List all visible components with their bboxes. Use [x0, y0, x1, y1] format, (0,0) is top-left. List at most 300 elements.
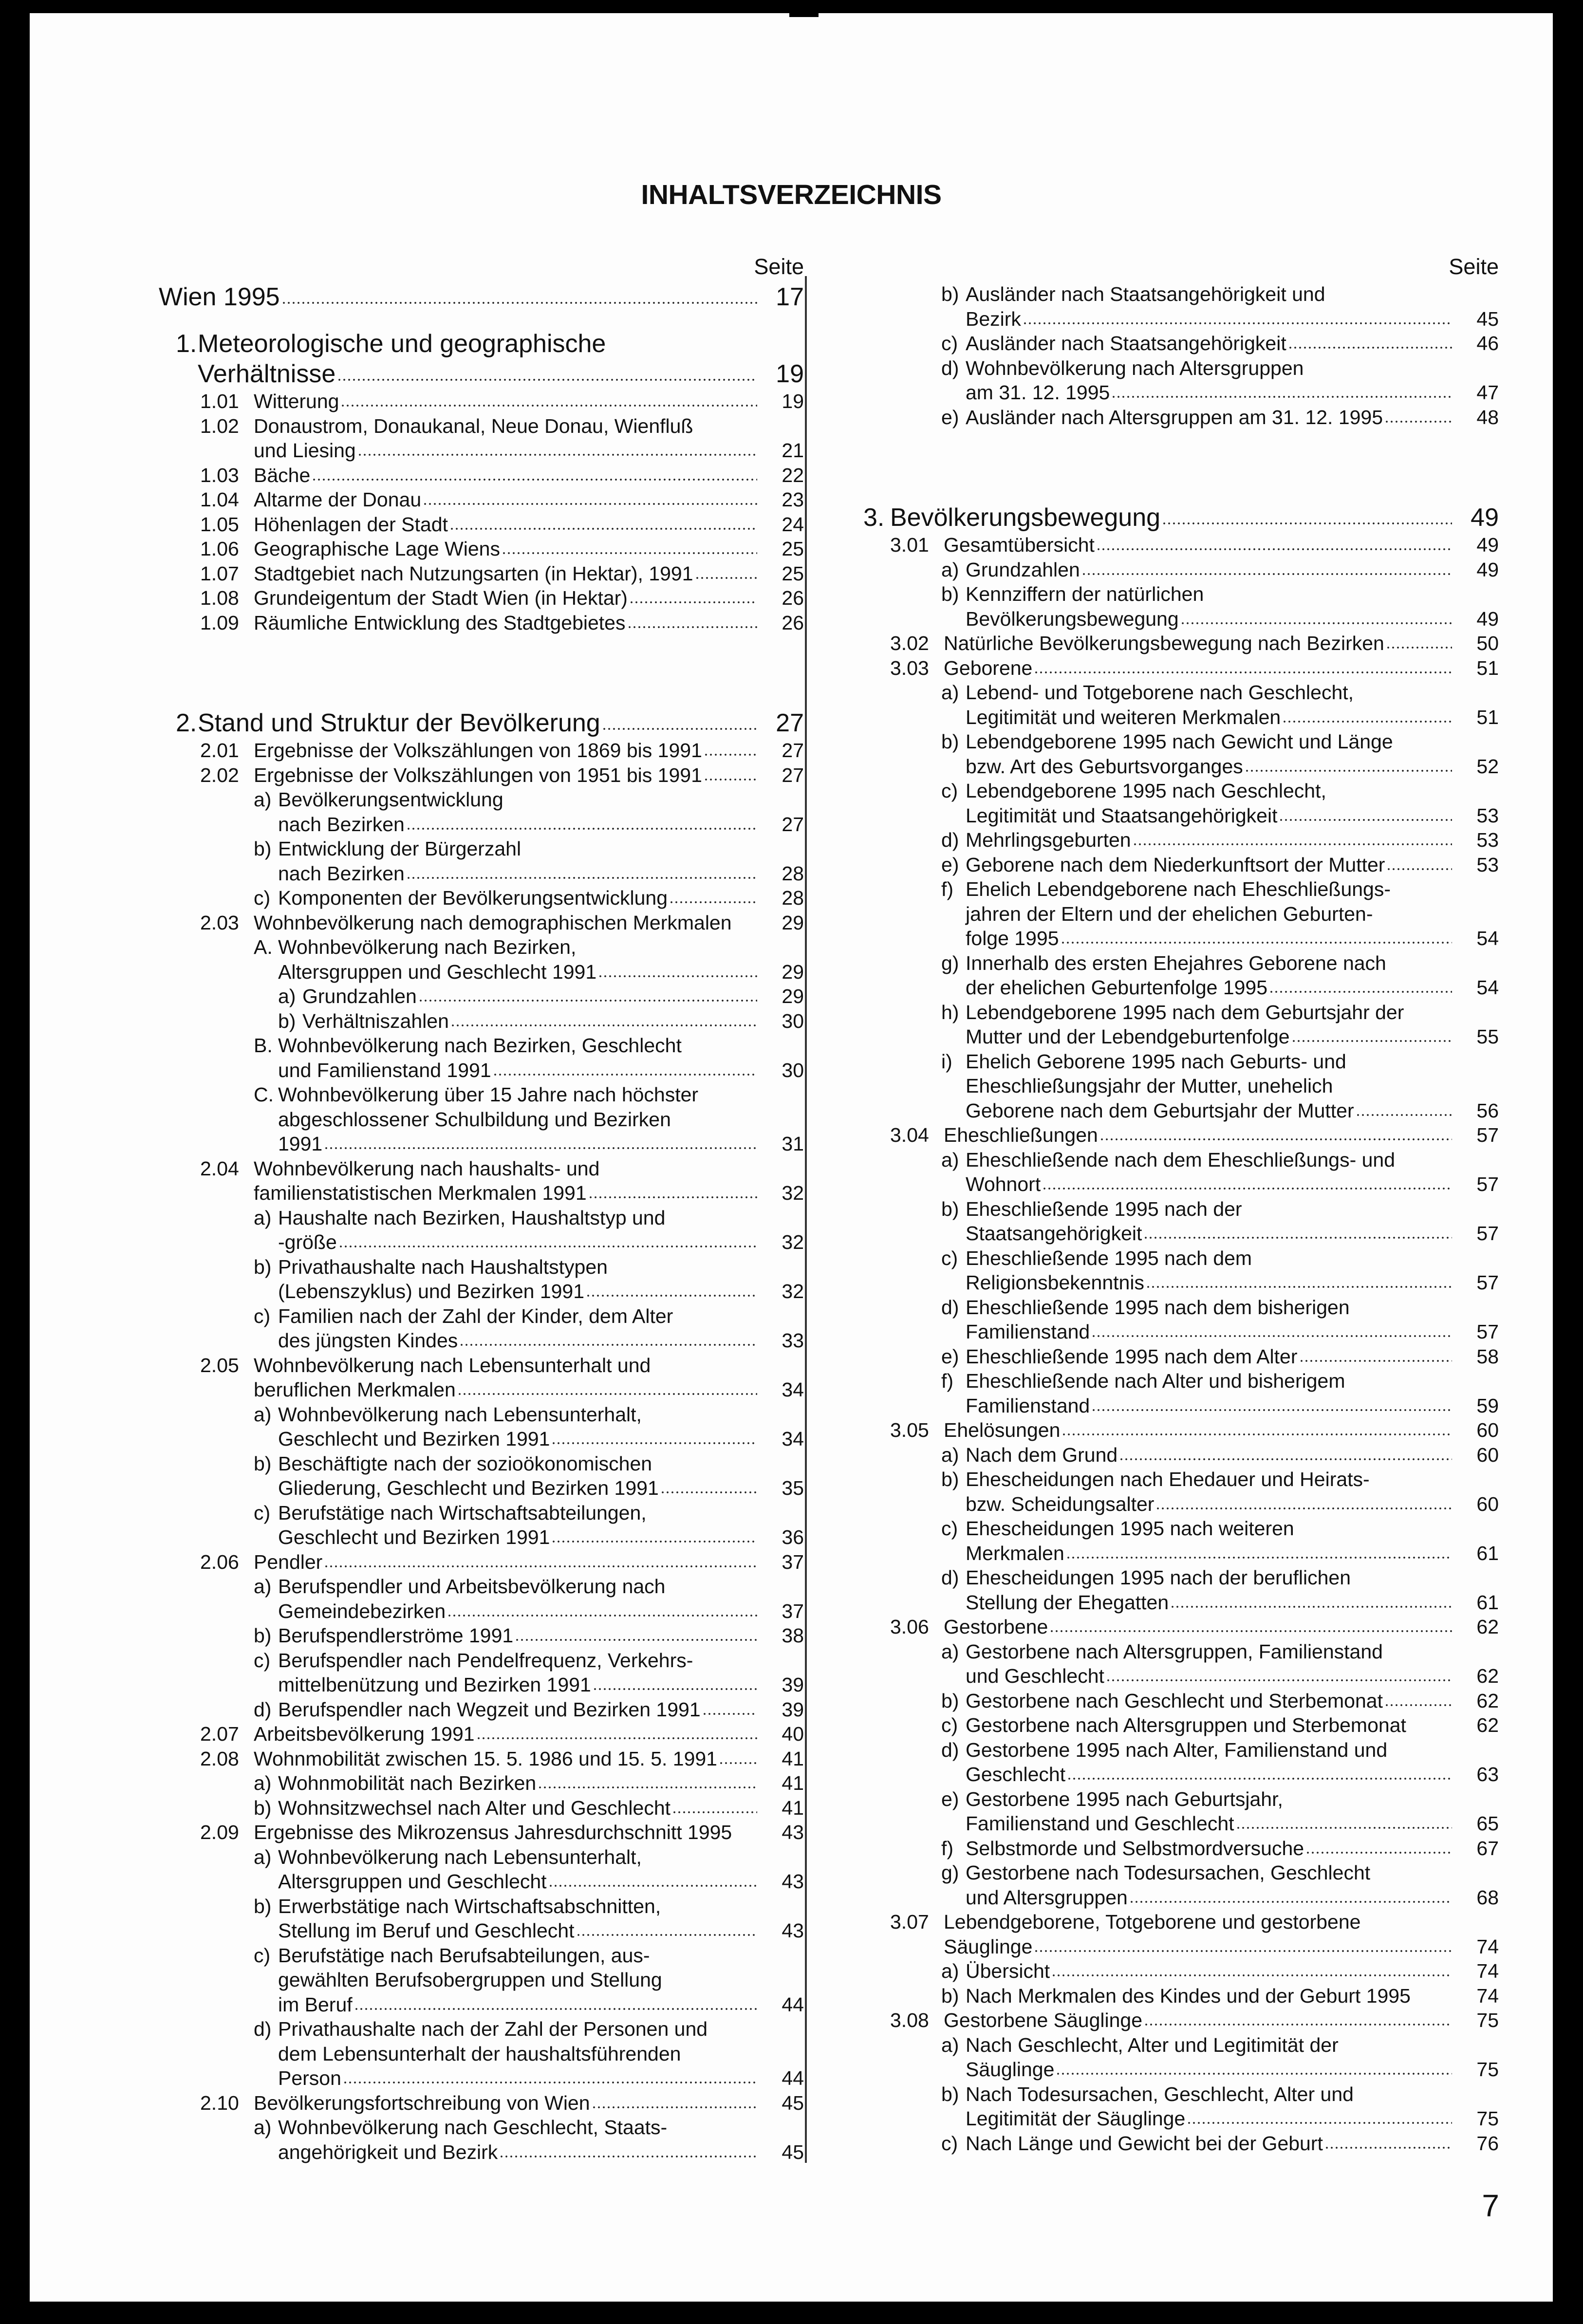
toc-entry[interactable] [159, 561, 804, 586]
dot-leader [588, 1195, 757, 1200]
entry-number: a) [254, 2116, 272, 2138]
entry-text: Nach Geschlecht, Alter und Legitimität der [966, 2033, 1339, 2056]
toc-entry[interactable] [159, 1820, 804, 1845]
entry-text: Ehescheidungen 1995 nach weiteren [966, 1517, 1294, 1540]
toc-entry[interactable] [863, 1615, 1499, 1639]
toc-entry[interactable] [863, 1197, 1499, 1246]
toc-entry[interactable] [159, 1255, 804, 1304]
toc-entry[interactable] [863, 1246, 1499, 1295]
entry-text: Stellung im Beruf und Geschlecht [278, 1919, 575, 1942]
page-ref: 58 [1476, 1345, 1499, 1368]
page-ref: 30 [782, 1059, 804, 1081]
toc-entry[interactable] [159, 1451, 804, 1501]
entry-text: Stellung der Ehegatten [966, 1591, 1169, 1614]
entry-text: Legitimität und weiteren Merkmalen [966, 706, 1281, 728]
dot-leader [1143, 1235, 1452, 1240]
entry-text: Wohnbevölkerung nach Lebensunterhalt und [254, 1354, 651, 1376]
toc-entry[interactable] [159, 1033, 804, 1082]
toc-entry[interactable] [863, 1959, 1499, 1984]
entry-text: Person [278, 2067, 341, 2089]
toc-entry[interactable] [159, 282, 804, 312]
entry-text: Wohnbevölkerung nach Altersgruppen [966, 356, 1304, 379]
entry-text: Meteorologische und geographische [198, 330, 606, 358]
entry-text: Familienstand und Geschlecht [966, 1812, 1234, 1835]
dot-leader [1096, 547, 1452, 552]
toc-entry[interactable] [159, 1747, 804, 1771]
entry-number: 3.06 [890, 1616, 929, 1638]
entry-number: e) [941, 853, 959, 876]
toc-entry[interactable] [159, 787, 804, 837]
spacer [159, 312, 804, 329]
entry-number: b) [941, 583, 959, 605]
toc-entry[interactable] [863, 1787, 1499, 1836]
column-divider [805, 276, 807, 2163]
toc-entry[interactable] [863, 828, 1499, 853]
dot-leader [1324, 2145, 1452, 2150]
dot-leader [418, 998, 757, 1003]
entry-number: a) [941, 2033, 959, 2056]
page-ref: 25 [782, 538, 804, 560]
entry-text: im Beruf [278, 1993, 353, 2016]
entry-text: Bäche [254, 464, 311, 486]
entry-number: 3. [863, 503, 885, 532]
page-ref: 74 [1476, 1984, 1499, 2007]
dot-leader [406, 826, 757, 831]
toc-entry[interactable] [863, 656, 1499, 681]
entry-text: Gestorbene 1995 nach Alter, Familienstand und [966, 1738, 1388, 1761]
page-ref: 39 [782, 1698, 804, 1721]
page-ref: 62 [1476, 1616, 1499, 1638]
dot-leader [1042, 1186, 1452, 1191]
page-ref: 40 [782, 1723, 804, 1745]
toc-entry[interactable] [863, 2131, 1499, 2156]
page-ref: 41 [782, 1747, 804, 1770]
dot-leader [1049, 1629, 1452, 1634]
entry-text: und Geschlecht [966, 1665, 1104, 1687]
toc-entry[interactable] [863, 631, 1499, 656]
dot-leader [1269, 989, 1452, 994]
entry-text: folge 1995 [966, 927, 1059, 949]
dot-leader [343, 2080, 757, 2085]
page-ref: 23 [782, 488, 804, 511]
page-ref: 46 [1476, 332, 1499, 354]
page-ref: 37 [782, 1599, 804, 1622]
page-ref: 28 [782, 862, 804, 885]
toc-entry[interactable] [863, 951, 1499, 1000]
dot-leader [1386, 867, 1452, 872]
toc-entry[interactable] [863, 533, 1499, 558]
toc-entry[interactable] [159, 389, 804, 414]
toc-entry[interactable] [159, 2091, 804, 2116]
entry-text: Ehelösungen [944, 1419, 1061, 1441]
toc-entry[interactable] [159, 1009, 804, 1034]
page-ref: 27 [782, 763, 804, 786]
toc-entry[interactable] [159, 329, 804, 389]
toc-entry[interactable] [159, 886, 804, 911]
entry-text: Wohnbevölkerung nach haushalts- und [254, 1157, 600, 1180]
entry-text: Eheschließende 1995 nach der [966, 1197, 1242, 1220]
page-ref: 19 [776, 360, 804, 388]
entry-text: Gestorbene nach Altersgruppen, Familienstand [966, 1640, 1383, 1663]
entry-text: bzw. Scheidungsalter [966, 1492, 1155, 1515]
dot-leader [1170, 1604, 1452, 1609]
entry-number: 1.05 [200, 513, 239, 536]
entry-number: 3.03 [890, 656, 929, 679]
toc-entry[interactable] [863, 729, 1499, 779]
page-ref: 29 [782, 911, 804, 934]
toc-entry[interactable] [863, 1984, 1499, 2008]
toc-entry[interactable] [159, 512, 804, 537]
entry-number: 1.03 [200, 464, 239, 486]
entry-text: Gestorbene nach Altersgruppen und Sterbemonat [966, 1714, 1406, 1736]
entry-text: Berufspendler und Arbeitsbevölkerung nach [278, 1575, 666, 1598]
entry-text: Privathaushalte nach Haushaltstypen [278, 1255, 608, 1278]
page-ref: 22 [782, 464, 804, 486]
page-ref: 34 [782, 1428, 804, 1450]
entry-text: Bevölkerungsbewegung [890, 503, 1161, 532]
toc-entry[interactable] [159, 708, 804, 738]
toc-entry[interactable] [863, 1516, 1499, 1565]
dot-leader [598, 974, 757, 979]
entry-text: am 31. 12. 1995 [966, 381, 1110, 404]
page-ref: 19 [782, 390, 804, 412]
entry-text: Berufspendler nach Wegzeit und Bezirken 1991 [278, 1698, 701, 1721]
toc-entry[interactable] [159, 414, 804, 463]
entry-text: Wohnsitzwechsel nach Alter und Geschlecht [278, 1796, 671, 1819]
toc-entry[interactable] [863, 877, 1499, 951]
page-ref: 24 [782, 513, 804, 536]
page-ref: 32 [782, 1231, 804, 1253]
toc-entry[interactable] [863, 558, 1499, 582]
page-ref: 65 [1476, 1812, 1499, 1835]
page-ref: 26 [782, 611, 804, 634]
entry-text: Geborene nach dem Niederkunftsort der Mutter [966, 853, 1385, 876]
entry-text: Bevölkerungsentwicklung [278, 788, 503, 811]
toc-entry[interactable] [159, 935, 804, 984]
toc-entry[interactable] [159, 463, 804, 488]
entry-number: c) [941, 1517, 958, 1540]
toc-entry[interactable] [159, 1722, 804, 1747]
toc-entry[interactable] [159, 537, 804, 561]
entry-number: b) [941, 730, 959, 753]
entry-text: Selbstmorde und Selbstmordversuche [966, 1837, 1304, 1859]
entry-text: Wohnbevölkerung nach demographischen Merkmalen [254, 911, 732, 934]
entry-text: Eheschließende nach Alter und bisherigem [966, 1370, 1345, 1392]
entry-number: d) [254, 1698, 272, 1721]
dot-leader [1034, 1949, 1452, 1953]
entry-text: Berufstätige nach Wirtschaftsabteilungen, [278, 1501, 647, 1524]
toc-entry[interactable] [863, 1000, 1499, 1049]
page-ref: 74 [1476, 1960, 1499, 1982]
entry-text: Ergebnisse des Mikrozensus Jahresdurchschnitt 1995 [254, 1821, 732, 1843]
entry-text: Geborene nach dem Geburtsjahr der Mutter [966, 1099, 1354, 1122]
page-ref: 34 [782, 1378, 804, 1401]
toc-entry[interactable] [863, 853, 1499, 877]
entry-number: 1.02 [200, 414, 239, 437]
entry-number: a) [254, 1206, 272, 1229]
toc-entry[interactable] [863, 1910, 1499, 1959]
entry-text: Ausländer nach Staatsangehörigkeit [966, 332, 1286, 354]
entry-text: Nach dem Grund [966, 1443, 1118, 1466]
entry-number: 3.08 [890, 2009, 929, 2031]
toc-entry[interactable] [863, 1565, 1499, 1615]
page-ref: 49 [1476, 534, 1499, 556]
toc-entry[interactable] [159, 2017, 804, 2091]
entry-number: 2.08 [200, 1747, 239, 1770]
page-ref: 67 [1476, 1837, 1499, 1859]
entry-number: g) [941, 951, 959, 974]
page [30, 13, 1553, 2302]
toc-entry[interactable] [159, 1771, 804, 1796]
toc-entry[interactable] [863, 1689, 1499, 1713]
entry-text: Mutter und der Lebendgeburtenfolge [966, 1025, 1290, 1048]
toc-entry[interactable] [159, 763, 804, 788]
entry-number: b) [254, 1895, 272, 1917]
entry-number: b) [254, 1796, 272, 1819]
page-ref: 57 [1476, 1320, 1499, 1343]
entry-text: Witterung [254, 390, 339, 412]
page-ref: 25 [782, 562, 804, 585]
entry-text: Übersicht [966, 1960, 1050, 1982]
toc-entry[interactable] [863, 282, 1499, 331]
toc-entry[interactable] [863, 2008, 1499, 2033]
page-ref: 30 [782, 1009, 804, 1032]
entry-number: 1. [176, 330, 197, 358]
entry-number: a) [254, 1772, 272, 1794]
dot-leader [515, 1637, 757, 1642]
entry-number: 2. [176, 709, 197, 737]
dot-leader [1162, 521, 1452, 526]
dot-leader [551, 1539, 757, 1544]
page-ref: 60 [1476, 1443, 1499, 1466]
dot-leader [1144, 2022, 1452, 2027]
entry-text: Merkmalen [966, 1542, 1064, 1564]
toc-entry[interactable] [159, 1943, 804, 2017]
entry-text: Geschlecht [966, 1763, 1066, 1785]
page-ref: 49 [1471, 503, 1499, 532]
toc-entry[interactable] [159, 611, 804, 635]
entry-number: 3.04 [890, 1124, 929, 1146]
entry-number: a) [941, 1640, 959, 1663]
dot-leader [457, 1392, 757, 1396]
page-ref: 75 [1476, 2058, 1499, 2081]
dot-leader [1384, 419, 1452, 424]
entry-text: Komponenten der Bevölkerungsentwicklung [278, 887, 668, 909]
toc-entry[interactable] [863, 1049, 1499, 1123]
entry-number: a) [254, 1845, 272, 1868]
entry-text: Säuglinge [944, 1935, 1033, 1958]
page-ref: 59 [1476, 1394, 1499, 1417]
dot-leader [702, 1711, 757, 1716]
entry-text: Grundzahlen [302, 985, 417, 1007]
entry-text: Ergebnisse der Volkszählungen von 1869 bis 1991 [254, 739, 702, 762]
entry-text: familienstatistischen Merkmalen 1991 [254, 1182, 587, 1204]
toc-entry[interactable] [863, 502, 1499, 533]
entry-text: Bezirk [966, 307, 1021, 330]
entry-number: h) [941, 1001, 959, 1023]
toc-entry[interactable] [863, 2033, 1499, 2082]
entry-number: c) [941, 2132, 958, 2155]
toc-entry[interactable] [863, 1344, 1499, 1369]
entry-text: Wohnbevölkerung nach Bezirken, [278, 936, 577, 958]
toc-entry[interactable] [159, 1353, 804, 1402]
entry-text: Berufspendlerströme 1991 [278, 1624, 514, 1647]
toc-entry[interactable] [159, 487, 804, 512]
seite-header-left: Seite [754, 254, 804, 279]
entry-text: Gestorbene 1995 nach Geburtsjahr, [966, 1787, 1283, 1810]
toc-entry[interactable] [159, 1156, 804, 1206]
page-ref: 45 [1476, 307, 1499, 330]
dot-leader [1305, 1850, 1452, 1855]
entry-number: 3.01 [890, 534, 929, 556]
toc-entry[interactable] [863, 582, 1499, 631]
entry-text: Eheschließende nach dem Eheschließungs- und [966, 1148, 1396, 1171]
toc-entry[interactable] [159, 738, 804, 763]
entry-text: Legitimität und Staatsangehörigkeit [966, 804, 1278, 827]
dot-leader [502, 551, 757, 556]
entry-text: Haushalte nach Bezirken, Haushaltstyp und [278, 1206, 666, 1229]
dot-leader [499, 2154, 757, 2159]
dot-leader [1180, 621, 1452, 626]
page-ref: 33 [782, 1329, 804, 1352]
entry-number: 2.09 [200, 1821, 239, 1843]
page-ref: 57 [1476, 1271, 1499, 1294]
toc-entry[interactable] [863, 1639, 1499, 1689]
entry-number: d) [254, 2018, 272, 2040]
entry-text: Altarme der Donau [254, 488, 422, 511]
entry-text: Bevölkerungsfortschreibung von Wien [254, 2091, 590, 2114]
toc-entry[interactable] [863, 2082, 1499, 2131]
toc-entry[interactable] [863, 1295, 1499, 1344]
toc-entry[interactable] [159, 1550, 804, 1575]
toc-entry[interactable] [863, 1418, 1499, 1443]
entry-number: g) [941, 1861, 959, 1884]
entry-number: 2.07 [200, 1723, 239, 1745]
toc-entry[interactable] [863, 1467, 1499, 1516]
toc-entry[interactable] [863, 1123, 1499, 1148]
toc-entry[interactable] [159, 1402, 804, 1451]
entry-text: Gliederung, Geschlecht und Bezirken 1991 [278, 1477, 659, 1499]
toc-entry[interactable] [863, 331, 1499, 356]
toc-entry[interactable] [159, 1894, 804, 1943]
page-ref: 32 [782, 1182, 804, 1204]
entry-number: e) [941, 1787, 959, 1810]
toc-entry[interactable] [159, 1796, 804, 1821]
entry-number: b) [941, 1984, 959, 2007]
dot-leader [1288, 345, 1452, 350]
dot-leader [660, 1490, 757, 1495]
toc-entry[interactable] [159, 911, 804, 935]
dot-leader [1062, 1432, 1452, 1437]
entry-text: Gestorbene [944, 1616, 1048, 1638]
page-ref: 75 [1476, 2107, 1499, 2130]
entry-text: Gesamtübersicht [944, 534, 1095, 556]
entry-text: Wien 1995 [159, 283, 280, 311]
toc-entry[interactable] [863, 1369, 1499, 1418]
toc-entry[interactable] [863, 1836, 1499, 1861]
toc-entry[interactable] [159, 1304, 804, 1353]
page-ref: 49 [1476, 558, 1499, 581]
entry-text: Familienstand [966, 1394, 1090, 1417]
dot-leader [1236, 1825, 1452, 1830]
entry-number: c) [254, 1501, 271, 1524]
toc-entry[interactable] [159, 586, 804, 611]
dot-leader [704, 777, 757, 782]
toc-entry[interactable] [863, 1443, 1499, 1468]
entry-text: und Familienstand 1991 [278, 1059, 491, 1081]
dot-leader [1282, 719, 1452, 724]
entry-number: a) [941, 681, 959, 704]
toc-entry[interactable] [159, 1697, 804, 1722]
toc-entry[interactable] [863, 1738, 1499, 1787]
toc-entry[interactable] [159, 1082, 804, 1156]
dot-leader [586, 1293, 757, 1298]
entry-number: b) [941, 1197, 959, 1220]
entry-text: Natürliche Bevölkerungsbewegung nach Bezirken [944, 632, 1384, 654]
page-title: INHALTSVERZEICHNIS [641, 179, 942, 210]
entry-number: a) [254, 788, 272, 811]
toc-entry[interactable] [159, 1648, 804, 1697]
dot-leader [1091, 1334, 1452, 1339]
page-ref: 57 [1476, 1222, 1499, 1245]
page-ref: 32 [782, 1280, 804, 1302]
page-ref: 21 [782, 439, 804, 462]
dot-leader [576, 1933, 758, 1937]
toc-entry[interactable] [863, 1860, 1499, 1910]
entry-number: a) [941, 1960, 959, 1982]
page-ref: 43 [782, 1919, 804, 1942]
dot-leader [324, 1564, 757, 1569]
toc-entry[interactable] [159, 1501, 804, 1550]
page-ref: 62 [1476, 1714, 1499, 1736]
toc-entry[interactable] [159, 1623, 804, 1648]
dot-leader [1279, 818, 1452, 822]
toc-entry[interactable] [159, 1574, 804, 1623]
entry-number: c) [254, 1304, 271, 1327]
dot-leader [538, 1785, 757, 1790]
toc-entry[interactable] [863, 1713, 1499, 1738]
dot-leader [406, 875, 757, 880]
entry-text: Wohnbevölkerung nach Lebensunterhalt, [278, 1403, 642, 1426]
entry-text: beruflichen Merkmalen [254, 1378, 456, 1401]
toc-entry[interactable] [863, 779, 1499, 828]
entry-number: c) [254, 887, 271, 909]
entry-text: Ausländer nach Altersgruppen am 31. 12. 1995 [966, 406, 1383, 428]
page-ref: 17 [776, 283, 804, 311]
spacer [863, 429, 1499, 502]
toc-entry[interactable] [159, 1206, 804, 1255]
toc-entry[interactable] [159, 1845, 804, 1894]
toc-entry[interactable] [159, 2115, 804, 2164]
entry-number: 2.03 [200, 911, 239, 934]
toc-entry[interactable] [863, 1148, 1499, 1197]
toc-entry[interactable] [863, 356, 1499, 405]
toc-entry[interactable] [159, 837, 804, 886]
entry-text: Innerhalb des ersten Ehejahres Geborene nach [966, 951, 1386, 974]
toc-entry[interactable] [863, 680, 1499, 729]
toc-entry[interactable] [863, 405, 1499, 430]
dot-leader [704, 752, 757, 757]
entry-text: Eheschließende 1995 nach dem bisherigen [966, 1296, 1350, 1319]
page-ref: 50 [1476, 632, 1499, 654]
dot-leader [592, 2105, 757, 2110]
page-ref: 39 [782, 1673, 804, 1696]
dot-leader [672, 1810, 757, 1815]
entry-number: b) [254, 1452, 272, 1475]
entry-number: 2.01 [200, 739, 239, 762]
dot-leader [1066, 1555, 1452, 1560]
toc-entry[interactable] [159, 984, 804, 1009]
